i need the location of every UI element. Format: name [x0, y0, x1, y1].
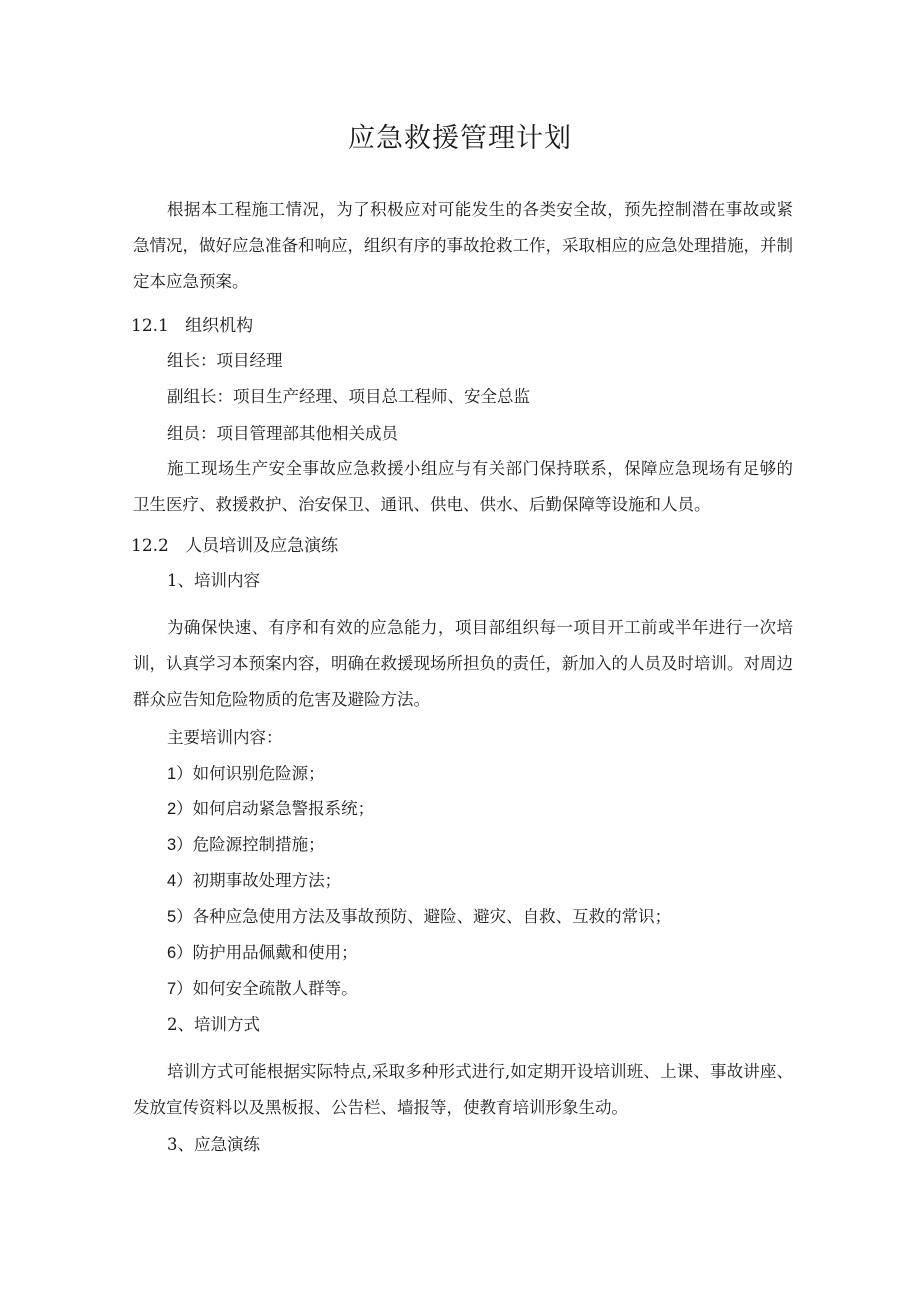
subsection-title-training-content: 1、培训内容 — [167, 571, 260, 590]
section-heading-12-1: 12.1 组织机构 — [131, 316, 254, 336]
members-line: 组员：项目管理部其他相关成员 — [167, 424, 398, 443]
leader-line: 组长：项目经理 — [167, 351, 283, 370]
support-paragraph: 施工现场生产安全事故应急救援小组应与有关部门保持联系，保障应急现场有足够的卫生医疗、救援救护、治安保卫、通讯、供电、供水、后勤保障等设施和人员。 — [133, 459, 793, 514]
list-item: 3）危险源控制措施； — [167, 836, 325, 854]
list-item: 2）如何启动紧急警报系统； — [167, 800, 375, 818]
list-item: 1）如何识别危险源； — [167, 765, 325, 783]
section-heading-12-2: 12.2 人员培训及应急演练 — [131, 536, 339, 556]
list-item: 5）各种应急使用方法及事故预防、避险、避灾、自救、互救的常识； — [167, 908, 672, 926]
list-item: 6）防护用品佩戴和使用； — [167, 944, 358, 962]
deputy-leader-line: 副组长：项目生产经理、项目总工程师、安全总监 — [167, 387, 530, 406]
list-item: 4）初期事故处理方法； — [167, 872, 342, 890]
training-method-paragraph: 培训方式可能根据实际特点,采取多种形式进行,如定期开设培训班、上课、事故讲座、发放宣传资料以及黑板报、公告栏、墙报等，使教育培训形象生动。 — [133, 1062, 793, 1117]
subsection-title-emergency-drill: 3、应急演练 — [167, 1135, 260, 1154]
intro-paragraph: 根据本工程施工情况，为了积极应对可能发生的各类安全故，预先控制潜在事故或紧急情况，做好应急准备和响应，组织有序的事故抢救工作，采取相应的应急处理措施，并制定本应急预案。 — [133, 200, 793, 291]
list-item: 7）如何安全疏散人群等。 — [167, 980, 358, 998]
training-content-paragraph: 为确保快速、有序和有效的应急能力，项目部组织每一项目开工前或半年进行一次培训，认真学习本预案内容，明确在救援现场所担负的责任，新加入的人员及时培训。对周边群众应告知危险物质的危害及避险方法。 — [133, 618, 793, 709]
subsection-title-training-method: 2、培训方式 — [167, 1015, 260, 1034]
document-title: 应急救援管理计划 — [348, 123, 572, 154]
main-training-content-label: 主要培训内容： — [167, 728, 283, 747]
